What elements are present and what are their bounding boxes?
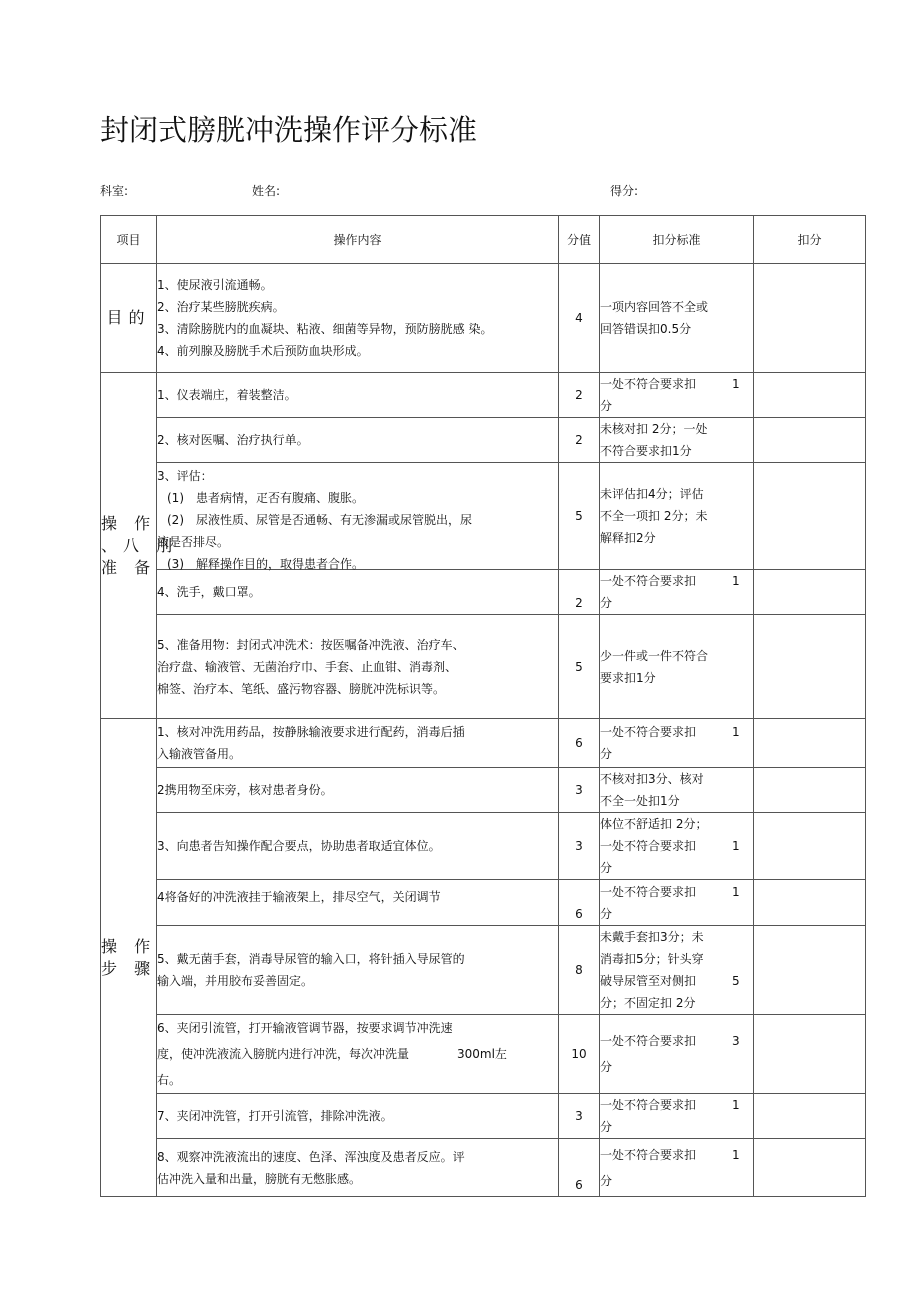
content-line: 5、准备用物：封闭式冲洗术：按医嘱备冲洗液、治疗车、 — [157, 637, 465, 652]
criteria-line: 分 — [600, 906, 613, 921]
content-line: 右。 — [157, 1073, 182, 1087]
item-criteria — [600, 768, 754, 813]
criteria-line: 一项内容回答不全或 — [600, 300, 709, 314]
header-content: 操作内容 — [157, 216, 559, 264]
item-criteria — [600, 880, 754, 926]
criteria-line: 一处不符合要求扣 1 — [600, 377, 740, 391]
criteria-line: 解释扣2分 — [600, 531, 656, 545]
item-content — [157, 264, 559, 373]
criteria-line: 不核对扣3分、核对 — [600, 772, 704, 786]
item-criteria — [600, 463, 754, 570]
criteria-line: 分 — [600, 1060, 613, 1074]
content-line: 估冲洗入量和出量，膀胱有无憋胀感。 — [157, 1171, 362, 1186]
section-steps — [101, 719, 157, 1197]
criteria-line: 一处不符合要求扣 1 — [600, 1098, 740, 1112]
score-label: 得分: — [610, 184, 639, 198]
item-content — [157, 1094, 559, 1139]
item-criteria — [600, 373, 754, 418]
deduction-cell[interactable] — [754, 1139, 866, 1197]
header-project: 项目 — [101, 216, 157, 264]
criteria-line: 少一件或一件不符合 — [600, 648, 709, 663]
item-points: 8 — [559, 926, 600, 1015]
item-points: 6 — [559, 1139, 600, 1197]
item-points: 2 — [559, 373, 600, 418]
item-points: 3 — [559, 1094, 600, 1139]
item-criteria — [600, 1139, 754, 1197]
content-line: 1、仪表端庄，着装整洁。 — [157, 388, 297, 402]
item-content — [157, 570, 559, 615]
content-line: 入输液管备用。 — [157, 747, 242, 761]
criteria-line: 不符合要求扣1分 — [600, 444, 692, 458]
item-content — [157, 768, 559, 813]
deduction-cell[interactable] — [754, 570, 866, 615]
criteria-line: 一处不符合要求扣 3 — [600, 1034, 740, 1048]
content-line: 棉签、治疗本、笔纸、盛污物容器、膀胱冲洗标识等。 — [157, 681, 446, 696]
table-row — [101, 1094, 866, 1139]
content-line: (1) 患者病情，疋否有腹痛、腹胀。 — [167, 491, 364, 505]
item-points: 5 — [559, 615, 600, 719]
table-row — [101, 813, 866, 880]
deduction-cell[interactable] — [754, 264, 866, 373]
table-row — [101, 570, 866, 615]
item-points: 4 — [559, 264, 600, 373]
criteria-line: 不全一处扣1分 — [600, 794, 680, 808]
criteria-line: 消毒扣5分；针头穿 — [600, 952, 704, 966]
content-line: 1、使尿液引流通畅。 — [157, 278, 273, 292]
item-criteria — [600, 926, 754, 1015]
content-line: 1、核对冲洗用药品，按静脉输液要求进行配药，消毒后插 — [157, 725, 465, 739]
content-line: 度，使冲洗液流入膀胱内进行冲洗，每次冲洗量 300ml左 — [157, 1047, 507, 1061]
deduction-cell[interactable] — [754, 463, 866, 570]
deduction-cell[interactable] — [754, 1015, 866, 1094]
table-row — [101, 264, 866, 373]
item-content — [157, 1139, 559, 1197]
content-line: 4、前列腺及膀胱手术后预防血块形成。 — [157, 344, 369, 358]
table-row — [101, 768, 866, 813]
department-label: 科室: — [100, 184, 129, 198]
table-header-row — [101, 216, 866, 264]
header-criteria: 扣分标准 — [600, 216, 754, 264]
item-points: 3 — [559, 768, 600, 813]
item-points: 10 — [559, 1015, 600, 1094]
criteria-line: 分 — [600, 596, 613, 610]
criteria-line: 不全一项扣 2分；未 — [600, 509, 708, 523]
item-content — [157, 719, 559, 768]
criteria-line: 要求扣1分 — [600, 670, 656, 685]
deduction-cell[interactable] — [754, 813, 866, 880]
table-row — [101, 463, 866, 570]
criteria-line: 体位不舒适扣 2分； — [600, 817, 708, 831]
criteria-line: 分 — [600, 1173, 613, 1188]
section-label-line: 操 作 — [101, 513, 157, 533]
item-content — [157, 1015, 559, 1094]
item-content — [157, 463, 559, 570]
item-points: 2 — [559, 418, 600, 463]
item-criteria — [600, 1015, 754, 1094]
content-line: 8、观察冲洗液流出的速度、色泽、浑浊度及患者反应。评 — [157, 1149, 465, 1164]
table-row — [101, 418, 866, 463]
item-points: 3 — [559, 813, 600, 880]
item-content — [157, 615, 559, 719]
name-label: 姓名: — [252, 184, 281, 198]
criteria-line: 一处不符合要求扣 1 — [600, 725, 740, 739]
criteria-line: 分 — [600, 399, 613, 413]
section-purpose: 目的 — [101, 264, 157, 373]
criteria-line: 破导尿管至对侧扣 5 — [600, 974, 740, 988]
deduction-cell[interactable] — [754, 615, 866, 719]
content-line: 治疗盘、输液管、无菌治疗巾、手套、止血钳、消毒剂、 — [157, 659, 458, 674]
deduction-cell[interactable] — [754, 373, 866, 418]
item-content — [157, 880, 559, 926]
item-criteria — [600, 418, 754, 463]
content-line: 2、核对医嘱、治疗执行单。 — [157, 433, 309, 447]
item-content — [157, 418, 559, 463]
item-criteria — [600, 264, 754, 373]
criteria-line: 一处不符合要求扣 1 — [600, 884, 740, 899]
table-row — [101, 926, 866, 1015]
item-criteria — [600, 719, 754, 768]
content-line: 2、治疗某些膀胱疾病。 — [157, 300, 285, 314]
item-points: 6 — [559, 880, 600, 926]
content-line: 7、夹闭冲洗管，打开引流管，排除冲洗液。 — [157, 1109, 393, 1123]
item-criteria — [600, 615, 754, 719]
deduction-cell[interactable] — [754, 880, 866, 926]
deduction-cell[interactable] — [754, 768, 866, 813]
content-line: 液是否排尽。 — [157, 535, 230, 549]
criteria-line: 分 — [600, 747, 613, 761]
criteria-line: 一处不符合要求扣 1 — [600, 1147, 740, 1162]
criteria-line: 分 — [600, 861, 613, 875]
content-line: 6、夹闭引流管，打开输液管调节器，按要求调节冲洗速 — [157, 1021, 453, 1035]
deduction-cell[interactable] — [754, 926, 866, 1015]
criteria-line: 分 — [600, 1120, 613, 1134]
item-criteria — [600, 813, 754, 880]
content-line: 3、清除膀胱内的血凝块、粘液、细菌等异物，预防膀胱感 染。 — [157, 322, 493, 336]
content-line: 3、向患者告知操作配合要点，协助患者取适宜体位。 — [157, 839, 441, 853]
table-row — [101, 615, 866, 719]
criteria-line: 回答错误扣0.5分 — [600, 322, 692, 336]
table-row — [101, 1139, 866, 1197]
section-label-line: 操 作 — [101, 936, 157, 956]
item-criteria — [600, 1094, 754, 1139]
item-criteria — [600, 570, 754, 615]
content-line: 4将备好的冲洗液挂于输液架上，排尽空气，关闭调节 — [157, 890, 441, 904]
criteria-line: 未戴手套扣3分；未 — [600, 930, 704, 944]
content-line: (3) 解释操作目的，取得患者合作。 — [167, 557, 364, 571]
header-points: 分值 — [559, 216, 600, 264]
content-line: 4、洗手，戴口罩。 — [157, 585, 261, 599]
table-row — [101, 373, 866, 418]
criteria-line: 一处不符合要求扣 1 — [600, 574, 740, 588]
table-row — [101, 1015, 866, 1094]
section-label-line: 准 备 — [101, 557, 157, 577]
table-row — [101, 719, 866, 768]
content-line: 输入端，并用胶布妥善固定。 — [157, 974, 314, 988]
content-line: 5、戴无菌手套，消毒导尿管的输入口，将针插入导尿管的 — [157, 952, 465, 966]
page-title: 封闭式膀胱冲洗操作评分标准 — [100, 113, 478, 147]
item-points: 6 — [559, 719, 600, 768]
item-content — [157, 373, 559, 418]
item-content — [157, 926, 559, 1015]
header-deduction: 扣分 — [754, 216, 866, 264]
scoring-table — [100, 215, 866, 1197]
criteria-line: 分；不固定扣 2分 — [600, 996, 696, 1010]
item-points: 2 — [559, 570, 600, 615]
item-content — [157, 813, 559, 880]
deduction-cell[interactable] — [754, 719, 866, 768]
deduction-cell[interactable] — [754, 1094, 866, 1139]
table-row — [101, 880, 866, 926]
section-label-line: 步 骤 — [101, 958, 157, 978]
criteria-line: 未核对扣 2分；一处 — [600, 422, 708, 436]
item-points: 5 — [559, 463, 600, 570]
section-preparation — [101, 373, 179, 719]
content-line: (2) 尿液性质、尿管是否通畅、有无渗漏或尿管脱出，尿 — [167, 513, 473, 527]
content-line: 2携用物至床旁，核对患者身份。 — [157, 783, 333, 797]
criteria-line: 未评估扣4分；评估 — [600, 487, 704, 501]
content-line: 3、评估： — [157, 469, 213, 483]
criteria-line: 一处不符合要求扣 1 — [600, 839, 740, 853]
section-label-line: 、八 刖 — [101, 535, 179, 555]
deduction-cell[interactable] — [754, 418, 866, 463]
